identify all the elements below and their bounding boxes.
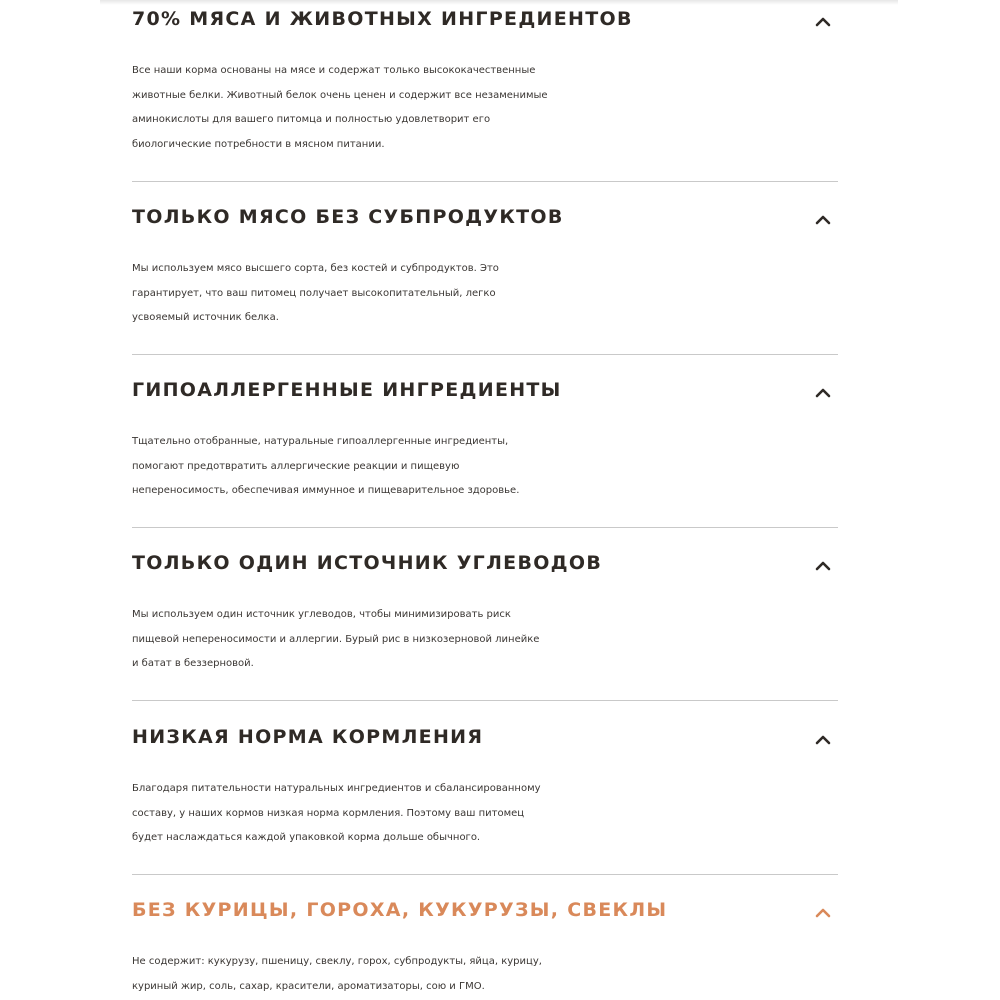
section-title[interactable]: ТОЛЬКО ОДИН ИСТОЧНИК УГЛЕВОДОВ bbox=[132, 552, 603, 574]
body-line: будет наслаждаться каждой упаковкой корма дольше обычного. bbox=[132, 832, 481, 843]
chevron-up-icon[interactable] bbox=[814, 384, 832, 402]
body-line: Благодаря питательности натуральных ингредиентов и сбалансированному bbox=[132, 783, 541, 794]
chevron-up-icon[interactable] bbox=[814, 211, 832, 229]
chevron-up-icon[interactable] bbox=[814, 904, 832, 922]
chevron-up-icon[interactable] bbox=[814, 13, 832, 31]
chevron-up-icon[interactable] bbox=[814, 557, 832, 575]
section-divider bbox=[132, 874, 838, 875]
body-line: и батат в беззерновой. bbox=[132, 658, 254, 669]
section-body bbox=[132, 257, 852, 331]
body-line: Все наши корма основаны на мясе и содержат только высококачественные bbox=[132, 65, 536, 76]
page-top-edge bbox=[100, 0, 898, 5]
body-line: куриный жир, соль, сахар, красители, ароматизаторы, сою и ГМО. bbox=[132, 980, 485, 992]
section-divider bbox=[132, 354, 838, 355]
section-divider bbox=[132, 700, 838, 701]
chevron-up-icon[interactable] bbox=[814, 731, 832, 749]
body-line: помогают предотвратить аллергические реакции и пищевую bbox=[132, 460, 460, 472]
section-divider bbox=[132, 181, 838, 182]
body-line: Мы используем один источник углеводов, чтобы минимизировать риск bbox=[132, 609, 511, 620]
section-title[interactable]: ТОЛЬКО МЯСО БЕЗ СУБПРОДУКТОВ bbox=[132, 206, 564, 228]
section-body bbox=[132, 777, 852, 851]
body-line: Тщательно отобранные, натуральные гипоаллергенные ингредиенты, bbox=[132, 436, 509, 447]
section-body bbox=[132, 430, 852, 504]
body-line: усвояемый источник белка. bbox=[132, 312, 279, 323]
body-line: гарантирует, что ваш питомец получает высокопитательный, легко bbox=[132, 287, 496, 299]
section-body bbox=[132, 603, 852, 677]
section-title[interactable]: ГИПОАЛЛЕРГЕННЫЕ ИНГРЕДИЕНТЫ bbox=[132, 379, 562, 401]
body-line: составу, у наших кормов низкая норма кормления. Поэтому ваш питомец bbox=[132, 807, 525, 819]
section-title[interactable]: 70% МЯСА И ЖИВОТНЫХ ИНГРЕДИЕНТОВ bbox=[132, 8, 633, 30]
body-line: пищевой непереносимости и аллергии. Бурый рис в низкозерновой линейке bbox=[132, 633, 540, 645]
body-line: аминокислоты для вашего питомца и полностью удовлетворит его bbox=[132, 114, 491, 125]
section-divider bbox=[132, 527, 838, 528]
body-line: биологические потребности в мясном питании. bbox=[132, 138, 385, 150]
body-line: животные белки. Животный белок очень ценен и содержит все незаменимые bbox=[132, 89, 548, 101]
section-body bbox=[132, 59, 852, 157]
section-body bbox=[132, 950, 852, 999]
body-line: Не содержит: кукурузу, пшеницу, свеклу, горох, субпродукты, яйца, курицу, bbox=[132, 956, 542, 967]
section-title[interactable]: БЕЗ КУРИЦЫ, ГОРОХА, КУКУРУЗЫ, СВЕКЛЫ bbox=[132, 899, 668, 921]
body-line: непереносимость, обеспечивая иммунное и пищеварительное здоровье. bbox=[132, 485, 520, 496]
section-title[interactable]: НИЗКАЯ НОРМА КОРМЛЕНИЯ bbox=[132, 726, 484, 748]
body-line: Мы используем мясо высшего сорта, без костей и субпродуктов. Это bbox=[132, 263, 499, 274]
